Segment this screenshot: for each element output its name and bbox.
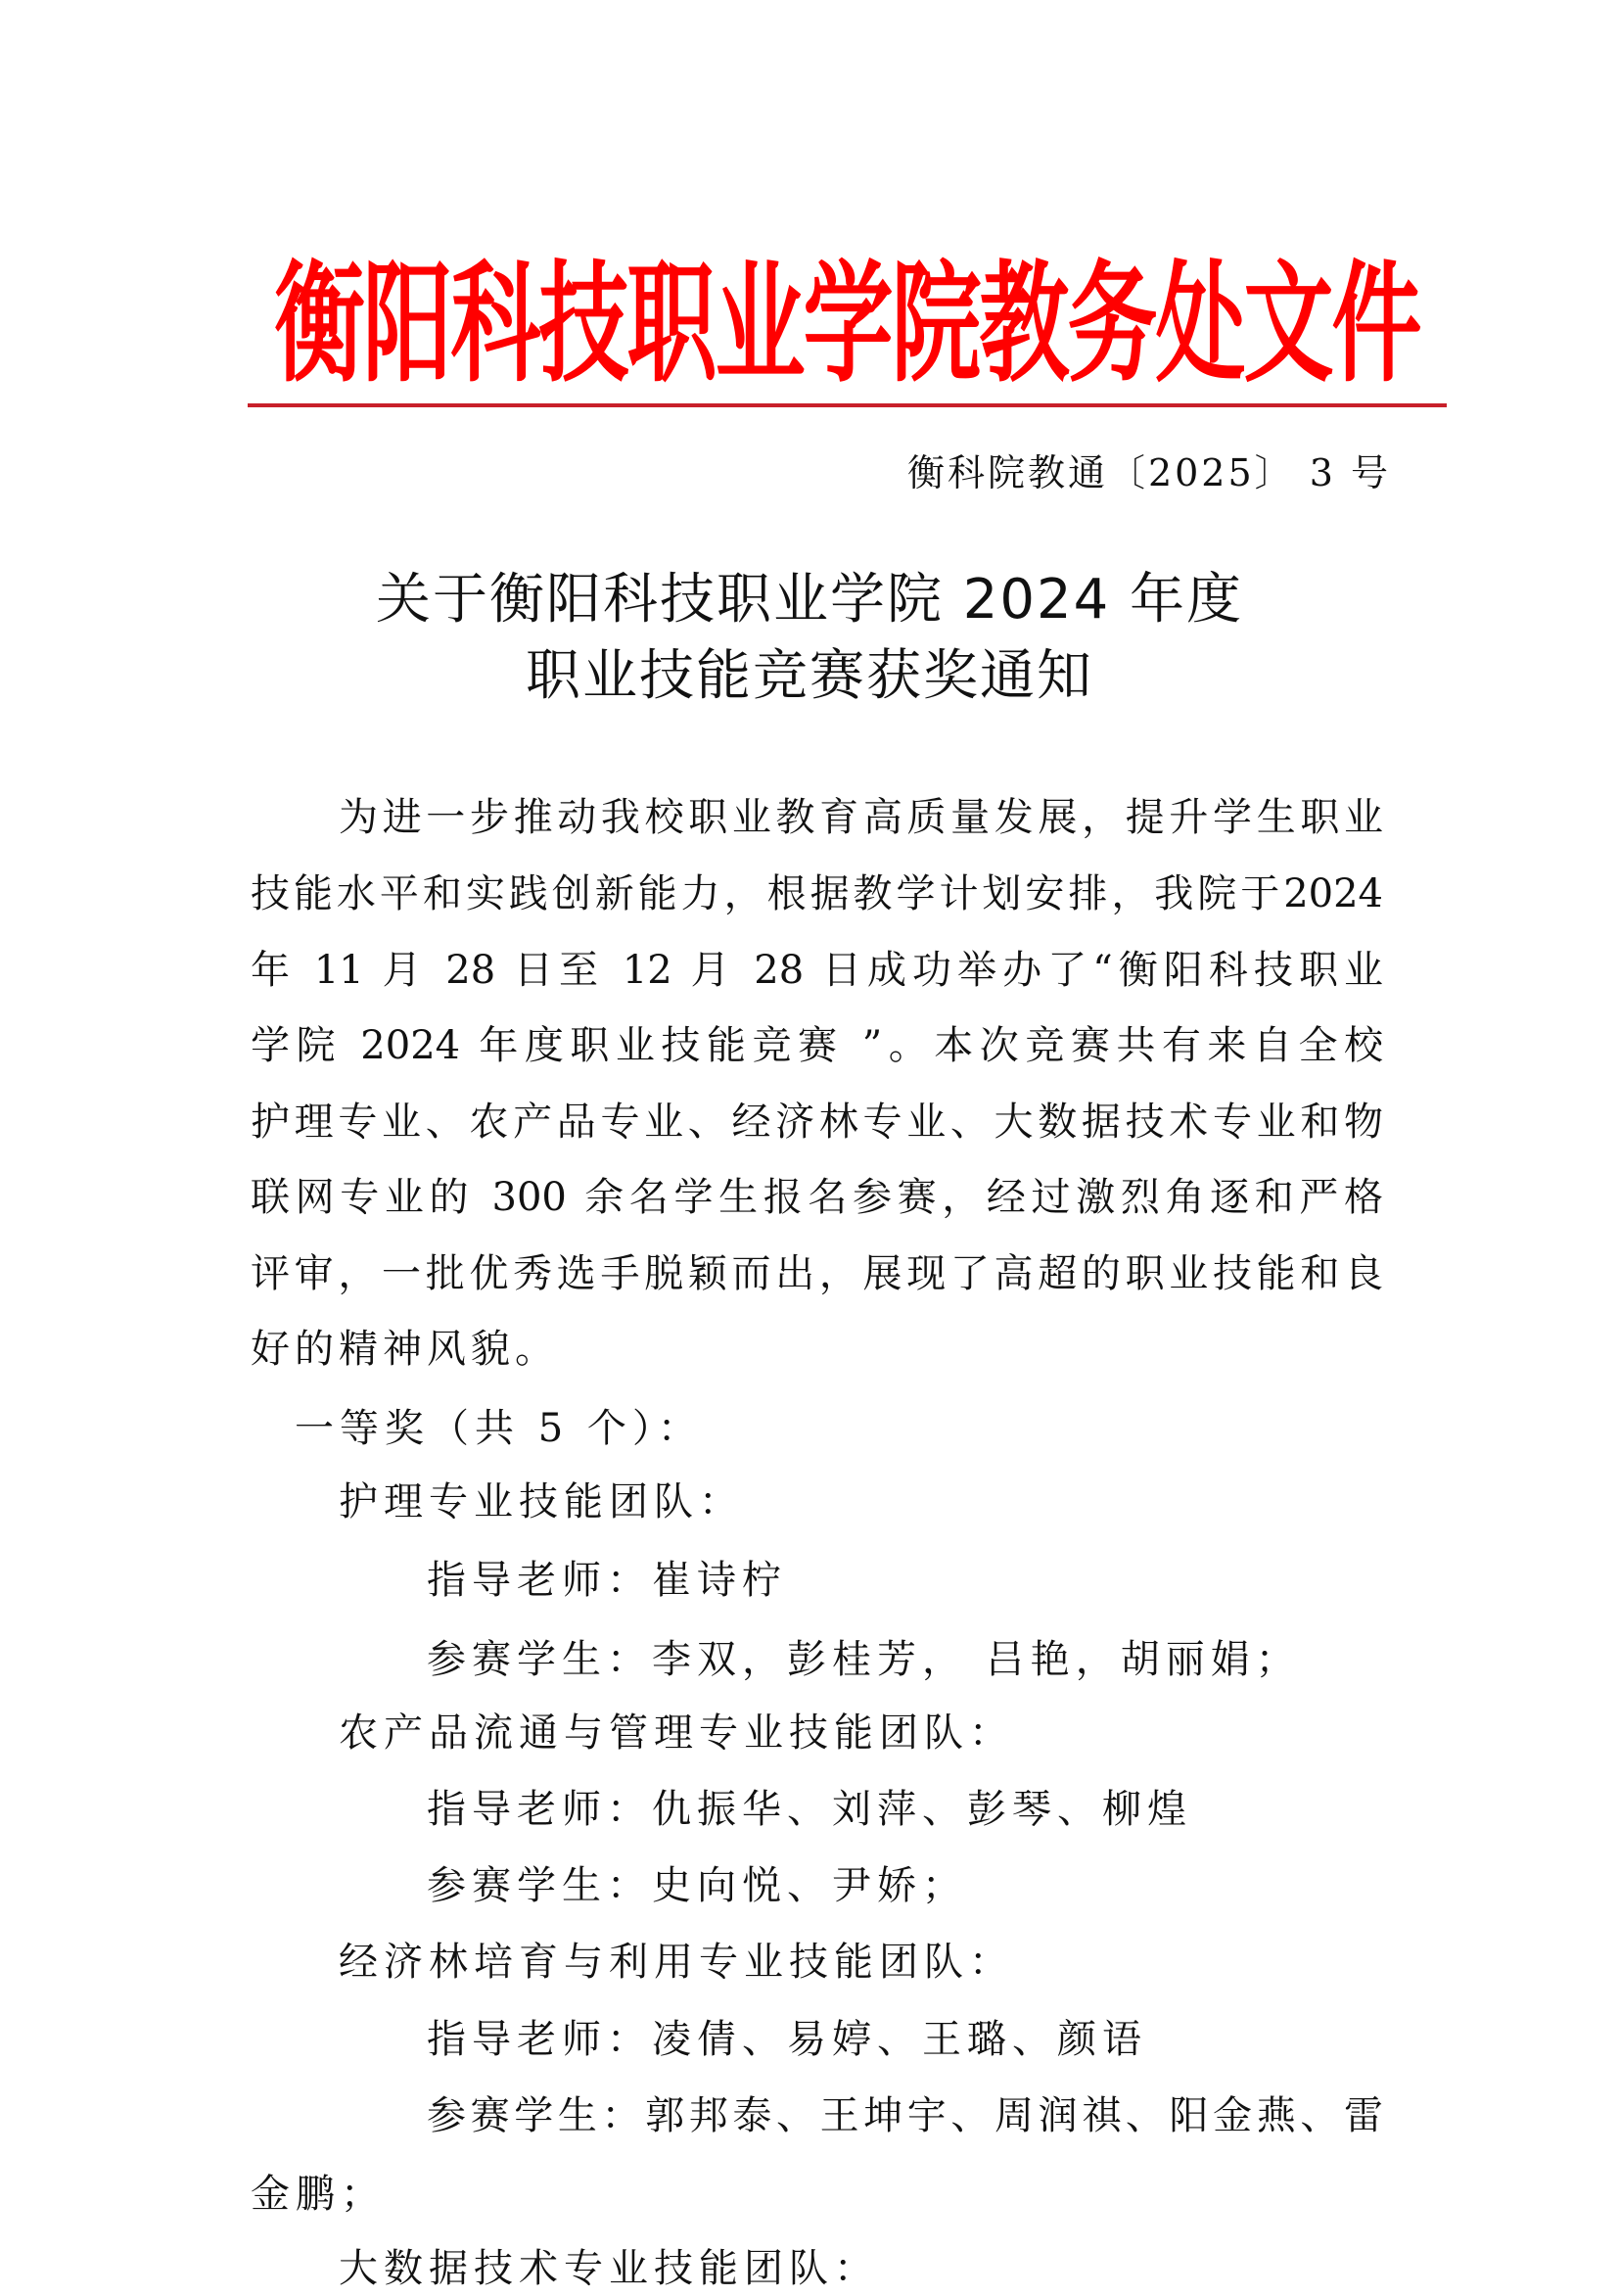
- team-students-continued: 金鹏；: [251, 2172, 386, 2217]
- notice-title-line-2: 职业技能竞赛获奖通知: [526, 644, 1093, 708]
- document-number: 衡科院教通〔2025〕 3 号: [906, 451, 1391, 494]
- body-line: 护理专业、农产品专业、经济林专业、大数据技术专业和物: [251, 1100, 1383, 1145]
- team-teachers: 指导老师：凌倩、易婷、王璐、颜语: [427, 2017, 1147, 2062]
- team-name: 经济林培育与利用专业技能团队：: [339, 1940, 1014, 1985]
- masthead-title: 衡阳科技职业学院教务处文件: [274, 248, 1420, 400]
- team-students: 参赛学生：郭邦泰、王坤宇、周润祺、阳金燕、雷: [427, 2093, 1383, 2138]
- body-line: 为进一步推动我校职业教育高质量发展，提升学生职业: [339, 795, 1383, 840]
- red-divider: [248, 403, 1447, 407]
- team-name: 护理专业技能团队：: [339, 1479, 744, 1524]
- body-line: 学院 2024 年度职业技能竞赛 ”。本次竞赛共有来自全校: [251, 1023, 1383, 1068]
- team-name: 农产品流通与管理专业技能团队：: [339, 1710, 1014, 1756]
- notice-title-line-1: 关于衡阳科技职业学院 2024 年度: [375, 568, 1244, 632]
- body-line: 评审，一批优秀选手脱颖而出，展现了高超的职业技能和良: [251, 1251, 1383, 1296]
- team-teachers: 指导老师：崔诗柠: [427, 1558, 787, 1603]
- body-line: 技能水平和实践创新能力，根据教学计划安排，我院于2024: [251, 871, 1383, 916]
- team-students: 参赛学生：李双，彭桂芳， 吕艳，胡丽娟；: [427, 1637, 1301, 1682]
- body-line: 年 11 月 28 日至 12 月 28 日成功举办了“衡阳科技职业: [251, 948, 1383, 993]
- team-students: 参赛学生：史向悦、尹娇；: [427, 1863, 967, 1908]
- first-prize-heading: 一等奖（共 5 个）：: [295, 1406, 703, 1451]
- body-line: 联网专业的 300 余名学生报名参赛，经过激烈角逐和严格: [251, 1175, 1383, 1220]
- team-name: 大数据技术专业技能团队：: [339, 2246, 879, 2291]
- team-teachers: 指导老师：仇振华、刘萍、彭琴、柳煌: [427, 1787, 1192, 1832]
- body-line: 好的精神风貌。: [251, 1327, 559, 1372]
